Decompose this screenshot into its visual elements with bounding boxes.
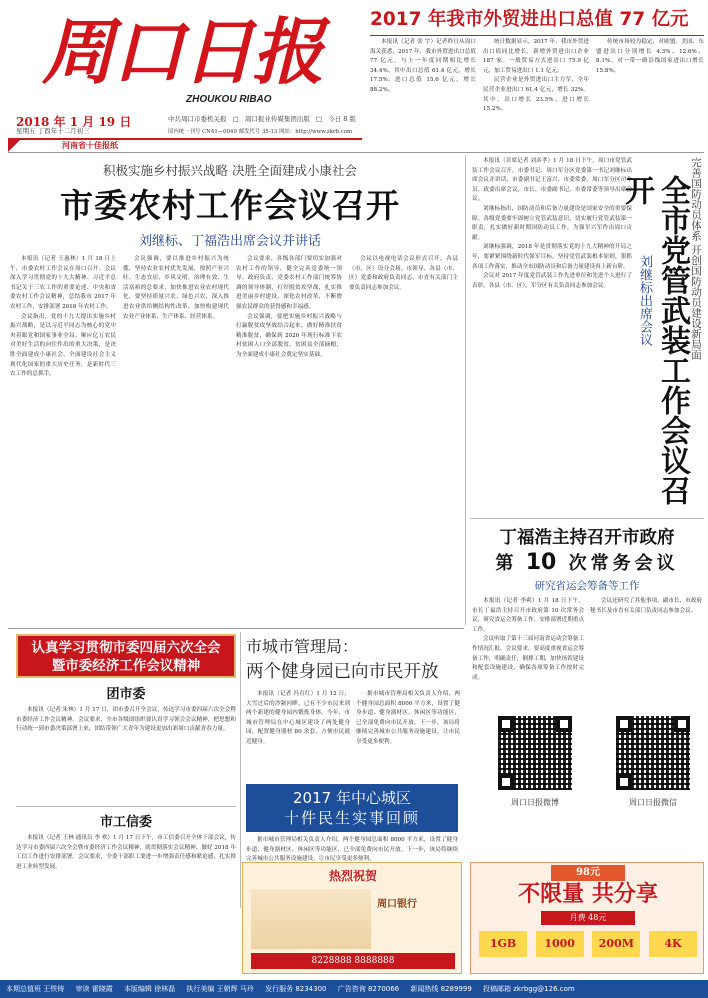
- footer-item: 新闻热线 8289999: [410, 985, 472, 993]
- meeting-article: [470, 597, 704, 707]
- qr-weibo[interactable]: [498, 716, 572, 790]
- lower-column-divider: [240, 632, 241, 908]
- main-article-col-3: [236, 255, 342, 625]
- qr-corner: [616, 716, 632, 732]
- committee-title-youth: 团市委: [106, 687, 146, 702]
- qr-corner: [556, 716, 572, 732]
- telecom-plan-item: 4K: [649, 931, 697, 957]
- practical-banner-line-2: 十件民生实事回顾: [283, 809, 420, 827]
- city-article: [246, 690, 460, 780]
- main-headline: 市委农村工作会议召开: [60, 186, 400, 225]
- top-article-paragraph: 统计数据显示，2017 年，我市外贸进出口值同比增长，新增外贸进出口企业 187 家。一般贸易方式进出口 75.9 亿元，加工贸易进出口 1.1 亿元。: [483, 39, 589, 74]
- committee-text-youth: [16, 706, 236, 802]
- telecom-ad-sub: 月费 48元: [541, 911, 635, 925]
- main-article-paragraph: 会议强调，要把实施乡村振兴战略与打赢脱贫攻坚战结合起来，做好精准扶贫精准脱贫，确保到 2020 年现行标准下农村贫困人口全部脱贫，贫困县全部摘帽，为全面建成小康社会奠定坚实基础。: [236, 313, 342, 358]
- top-article-col-2: [483, 38, 589, 150]
- publisher-line-2: 周口报业传媒集团出版: [244, 115, 310, 123]
- meeting-article-col-1: [472, 597, 584, 707]
- meeting-article-paragraph: 会议听取了第十三届河南省运动会筹备工作情况汇报，会议要求，要高度重视省运会筹备工作，明确责任，倒排工期，加快场馆建设和配套设施建设，确保各项筹备工作按时完成。: [472, 636, 584, 681]
- footer-item: 审读 霍晓霞: [75, 985, 113, 993]
- main-article-paragraph: 本报讯（记者 王惠林）1 月 18 日上午，市委农村工作会议在周口召开。会议深入学习贯彻党的十九大精神、习近平总书记关于三农工作的重要论述、中央和省委农村工作会议精神，总结我市 2017 年农村工作，安排部署 2018 年农村工作。: [10, 256, 116, 310]
- right-vertical-paragraph: 会议对 2017 年度党管武装工作先进单位和先进个人进行了表彰。各县（市、区）、军分区有关负责同志参加会议。: [472, 273, 632, 289]
- meeting-article-col-2: [590, 597, 702, 707]
- publisher-line-3: 今日 8 版: [328, 115, 356, 123]
- newspaper-pinyin: ZHOUKOU RIBAO: [186, 94, 272, 105]
- meeting-headline-line-2: [470, 550, 704, 576]
- main-subhead: 刘继标、丁福浩出席会议并讲话: [138, 234, 321, 249]
- top-article-paragraph: 民营企业是外贸进出口主力军，全年民营企业进出口 61.4 亿元，增长 32%。其中，出口增长 23.5%，进口增长 15.2%。: [483, 77, 589, 113]
- qr-corner: [616, 774, 632, 790]
- footer-item: 执行美编 王朝辉 马玲: [186, 985, 254, 993]
- qr-corner: [498, 774, 514, 790]
- meeting-headline-prefix: 第: [495, 553, 514, 574]
- footer-item: 本版编辑 徐林磊: [123, 985, 176, 993]
- newspaper-logo: 周口日报: [42, 9, 323, 94]
- city-article-col-2: [356, 690, 460, 780]
- city-headline-line-2: 两个健身园已向市民开放: [246, 662, 439, 682]
- column-divider-right: [465, 155, 466, 625]
- study-banner-line-1: 认真学习贯彻市委四届六次全会: [31, 640, 221, 656]
- top-article-paragraph: 传统市场较为稳定，对欧盟、美国、东盟进出口分别增长 4.3%、12.6%、8.1%。对一带一路沿线国家进出口增长 15.8%。: [596, 39, 704, 74]
- right-vertical-subhead: 刘继标出席会议: [637, 255, 652, 346]
- footer-item: 本期总值班 王铁铸: [6, 985, 65, 993]
- issue-date: 2018 年 1 月 19 日: [16, 115, 132, 129]
- meeting-headline-suffix: 次常务会议: [568, 553, 679, 574]
- qr-wechat-caption: 周口日报微信: [629, 798, 677, 807]
- issue-weekday: 星期五 丁酉年十二月初三: [16, 127, 90, 135]
- telecom-plan-item: 1000: [536, 931, 584, 957]
- telecom-ad-brand: 98元: [551, 865, 625, 881]
- section-rule-top: [8, 152, 704, 153]
- right-story-rule: [470, 518, 704, 519]
- right-vertical-headline: 全市党管武装工作会议召开: [619, 175, 690, 505]
- bank-ad-title: 热烈祝贺: [328, 869, 377, 883]
- right-vertical-kicker: 完善国防动员体系 开创国防动员建设新局面: [690, 157, 702, 360]
- publisher-info: 中共周口市委机关报 □ 周口报业传媒集团出版 □ 今日 8 版: [168, 115, 356, 123]
- study-banner-line-2: 暨市委经济工作会议精神: [51, 658, 201, 674]
- meeting-number: 10: [525, 550, 557, 575]
- city-article-col-1: [246, 690, 350, 780]
- footer-item: 发行服务 8234300: [265, 985, 327, 993]
- telecom-plan-item: 200M: [592, 931, 640, 957]
- committee-paragraph: 本报讯（记者 朱林）1 月 17 日，团市委召开全会议，传达学习市委四届六次全会暨市委经济工作会议精神。会议要求，全市各级团组织要认真学习领会会议精神，把思想和行动统一到市委决策部署上来，团结带领广大青年为建设更加出彩周口贡献青春力量。: [16, 707, 236, 733]
- committee-title-industry: 市工信委: [99, 815, 152, 830]
- page-footer: [0, 980, 708, 998]
- right-vertical-story: [470, 155, 704, 515]
- telecom-ad-plans: [479, 931, 697, 959]
- practical-banner-line-1: 2017 年中心城区: [293, 789, 411, 807]
- telecom-ad[interactable]: [470, 862, 704, 974]
- qr-weibo-caption: 周口日报微博: [511, 798, 559, 807]
- top-article: [370, 38, 704, 150]
- main-article-paragraph: 会议要求，各级各部门要切实加强对农村工作的领导，健全完善党委统一领导、政府负责、党委农村工作部门统筹协调的领导体制，打好脱贫攻坚战，扎实推进美丽乡村建设，深化农村改革，不断增强农民群众的获得感和幸福感。: [236, 256, 342, 310]
- meeting-article-paragraph: 本报讯（记者 李莉）1 月 18 日下午，市长丁福浩主持召开市政府第 10 次常务会议，研究省运会筹备工作，安排部署近期重点工作。: [472, 598, 584, 633]
- right-vertical-paragraph: 本报讯（首席记者 刘彦孝）1 月 18 日下午，周口市党管武装工作会议召开，市委书记、周口军分区党委第一书记刘继标出席会议并讲话，市委副书记王富兴、市委常委、周口军分区司令员、政委出席会议，市长、市委副书记、市委常委等领导出席会议。: [472, 158, 632, 203]
- top-article-paragraph: 本报讯（记者 张 宇）记者昨日从周口海关获悉，2017 年，我市外贸进出口总值 77 亿元，与上一年度同期相比增长 34.4%，其中出口总值 61.4 亿元，增长 17.5%；进口总值 15.6 亿元，增长 88.2%。: [370, 39, 476, 93]
- main-article-col-2: [123, 255, 229, 625]
- meeting-headline-line-1: 丁福浩主持召开市政府: [499, 528, 675, 548]
- meeting-subhead: 研究省运会筹备等工作: [534, 580, 640, 592]
- meeting-article-paragraph: 会议还研究了其他事项。副市长、市政府秘书长及市直有关部门负责同志参加会议。: [590, 598, 702, 614]
- committee-paragraph: 本报讯（记者 王林 通讯员 李 欢）1 月 17 日下午，市工信委召开全体干部会议，传达学习市委四届六次全会暨市委经济工作会议精神，就贯彻落实会议精神、做好 2018 年工信工作进行安排部署。会议要求，全委干部职工要进一步增强责任感和紧迫感，扎实推进工业转型发展。: [16, 835, 236, 870]
- qr-corner: [498, 716, 514, 732]
- masthead-triangle: [8, 140, 20, 152]
- main-article-paragraph: 会议指出，党的十九大提出实施乡村振兴战略，是以习近平同志为核心的党中央着眼党和国家事业全局、顺应亿万农民对美好生活的向往作出的重大决策，是决胜全面建成小康社会、全面建设社会主义现代化国家的重大历史任务，是新时代三农工作的总抓手。: [10, 313, 116, 378]
- main-article-paragraph: 会议以电视电话会议形式召开，各县（市、区）设分会场。市领导、各县（市、区）党委和政府负责同志、市直有关部门主要负责同志参加会议。: [349, 256, 458, 291]
- main-article: [10, 255, 458, 625]
- lower-section-rule: [8, 628, 464, 629]
- qr-wechat[interactable]: [616, 716, 690, 790]
- bank-ad-image: [251, 889, 371, 949]
- committee-divider: [16, 806, 236, 807]
- practical-tail-paragraph: 据市城市管理局相关负责人介绍，两个健身园总面积 8000 平方米，设置了健身步道、健身器材区、休闲区等功能区，已全部免费向市民开放。下一步，该局将继续完善城市公共服务设施建设，让市民享受更多便利。: [246, 837, 458, 863]
- right-vertical-paragraph: 刘继标指出，国防动员和后备力量建设是国家安全的重要保障。各级党委要牢固树立党管武装意识，切实履行党管武装第一职责，扎实做好新时期国防动员工作，为强军兴军作出周口贡献。: [472, 205, 632, 241]
- bank-ad[interactable]: [242, 862, 462, 974]
- main-article-col-4: [349, 255, 458, 625]
- publication-codes: 国内统一刊号 CN41—0049 邮发代号 35-13 网址：http://www.zkrb.com: [168, 129, 353, 135]
- main-article-paragraph: 会议强调，要以推进乡村振兴为统揽，坚持农业农村优先发展，按照产业兴旺、生态宜居、乡风文明、治理有效、生活富裕的总要求，加快推进农业农村现代化。要坚持质量兴农、绿色兴农，深入推进农业供给侧结构性改革，加快构建现代农业产业体系、生产体系、经营体系。: [123, 256, 229, 320]
- city-headline-line-1: 市城市管理局：: [246, 637, 359, 656]
- section-kicker: 积极实施乡村振兴战略 决胜全面建成小康社会: [103, 163, 357, 178]
- top-headline: 2017 年我市外贸进出口总值 77 亿元: [370, 9, 689, 30]
- province-badge: 河南省十佳报纸: [62, 140, 118, 150]
- masthead-divider: [8, 138, 362, 140]
- city-article-paragraph: 据市城市管理局相关负责人介绍，两个健身园总面积 8000 平方米，设置了健身步道、健身器材区、休闲区等功能区，已全部免费向市民开放。下一步，该局将继续完善城市公共服务设施建设，让市民享受更多便利。: [356, 691, 460, 745]
- top-article-col-3: [596, 38, 704, 150]
- city-article-paragraph: 本报讯（记者 冯育红）1 月 12 日，大雪过后的沙颍河畔，已有不少市民来到两个新建的健身园内锻炼身体。今年，市城市管理局在中心城区建设了两处健身园，配置健身器材 80 余套，方便市民就近健身。: [246, 691, 350, 745]
- telecom-ad-headline: 不限量 共分享: [518, 882, 658, 907]
- main-article-col-1: [10, 255, 116, 625]
- footer-item: 广告咨询 8270066: [337, 985, 400, 993]
- committee-text-industry: [16, 834, 236, 906]
- top-article-col-1: [370, 38, 476, 150]
- bank-ad-phone: 8228888 8888888: [251, 953, 455, 969]
- practical-banner[interactable]: [246, 784, 458, 832]
- bank-ad-subtitle: 周口银行: [377, 899, 417, 910]
- qr-corner: [674, 716, 690, 732]
- telecom-plan-item: 1GB: [479, 931, 527, 957]
- top-headline-rule: [370, 35, 704, 36]
- footer-item: 投稿邮箱 zkrbgg@126.com: [483, 985, 575, 993]
- study-banner: [16, 634, 236, 678]
- right-vertical-paragraph: 刘继标强调，2018 年是贯彻落实党的十九大精神的开局之年，要紧紧围绕新时代强军目标，坚持党管武装根本原则，狠抓各项工作落实，推动全市国防动员和后备力量建设再上新台阶。: [472, 244, 632, 270]
- right-vertical-article: [472, 157, 632, 509]
- publisher-line-1: 中共周口市委机关报: [168, 115, 227, 123]
